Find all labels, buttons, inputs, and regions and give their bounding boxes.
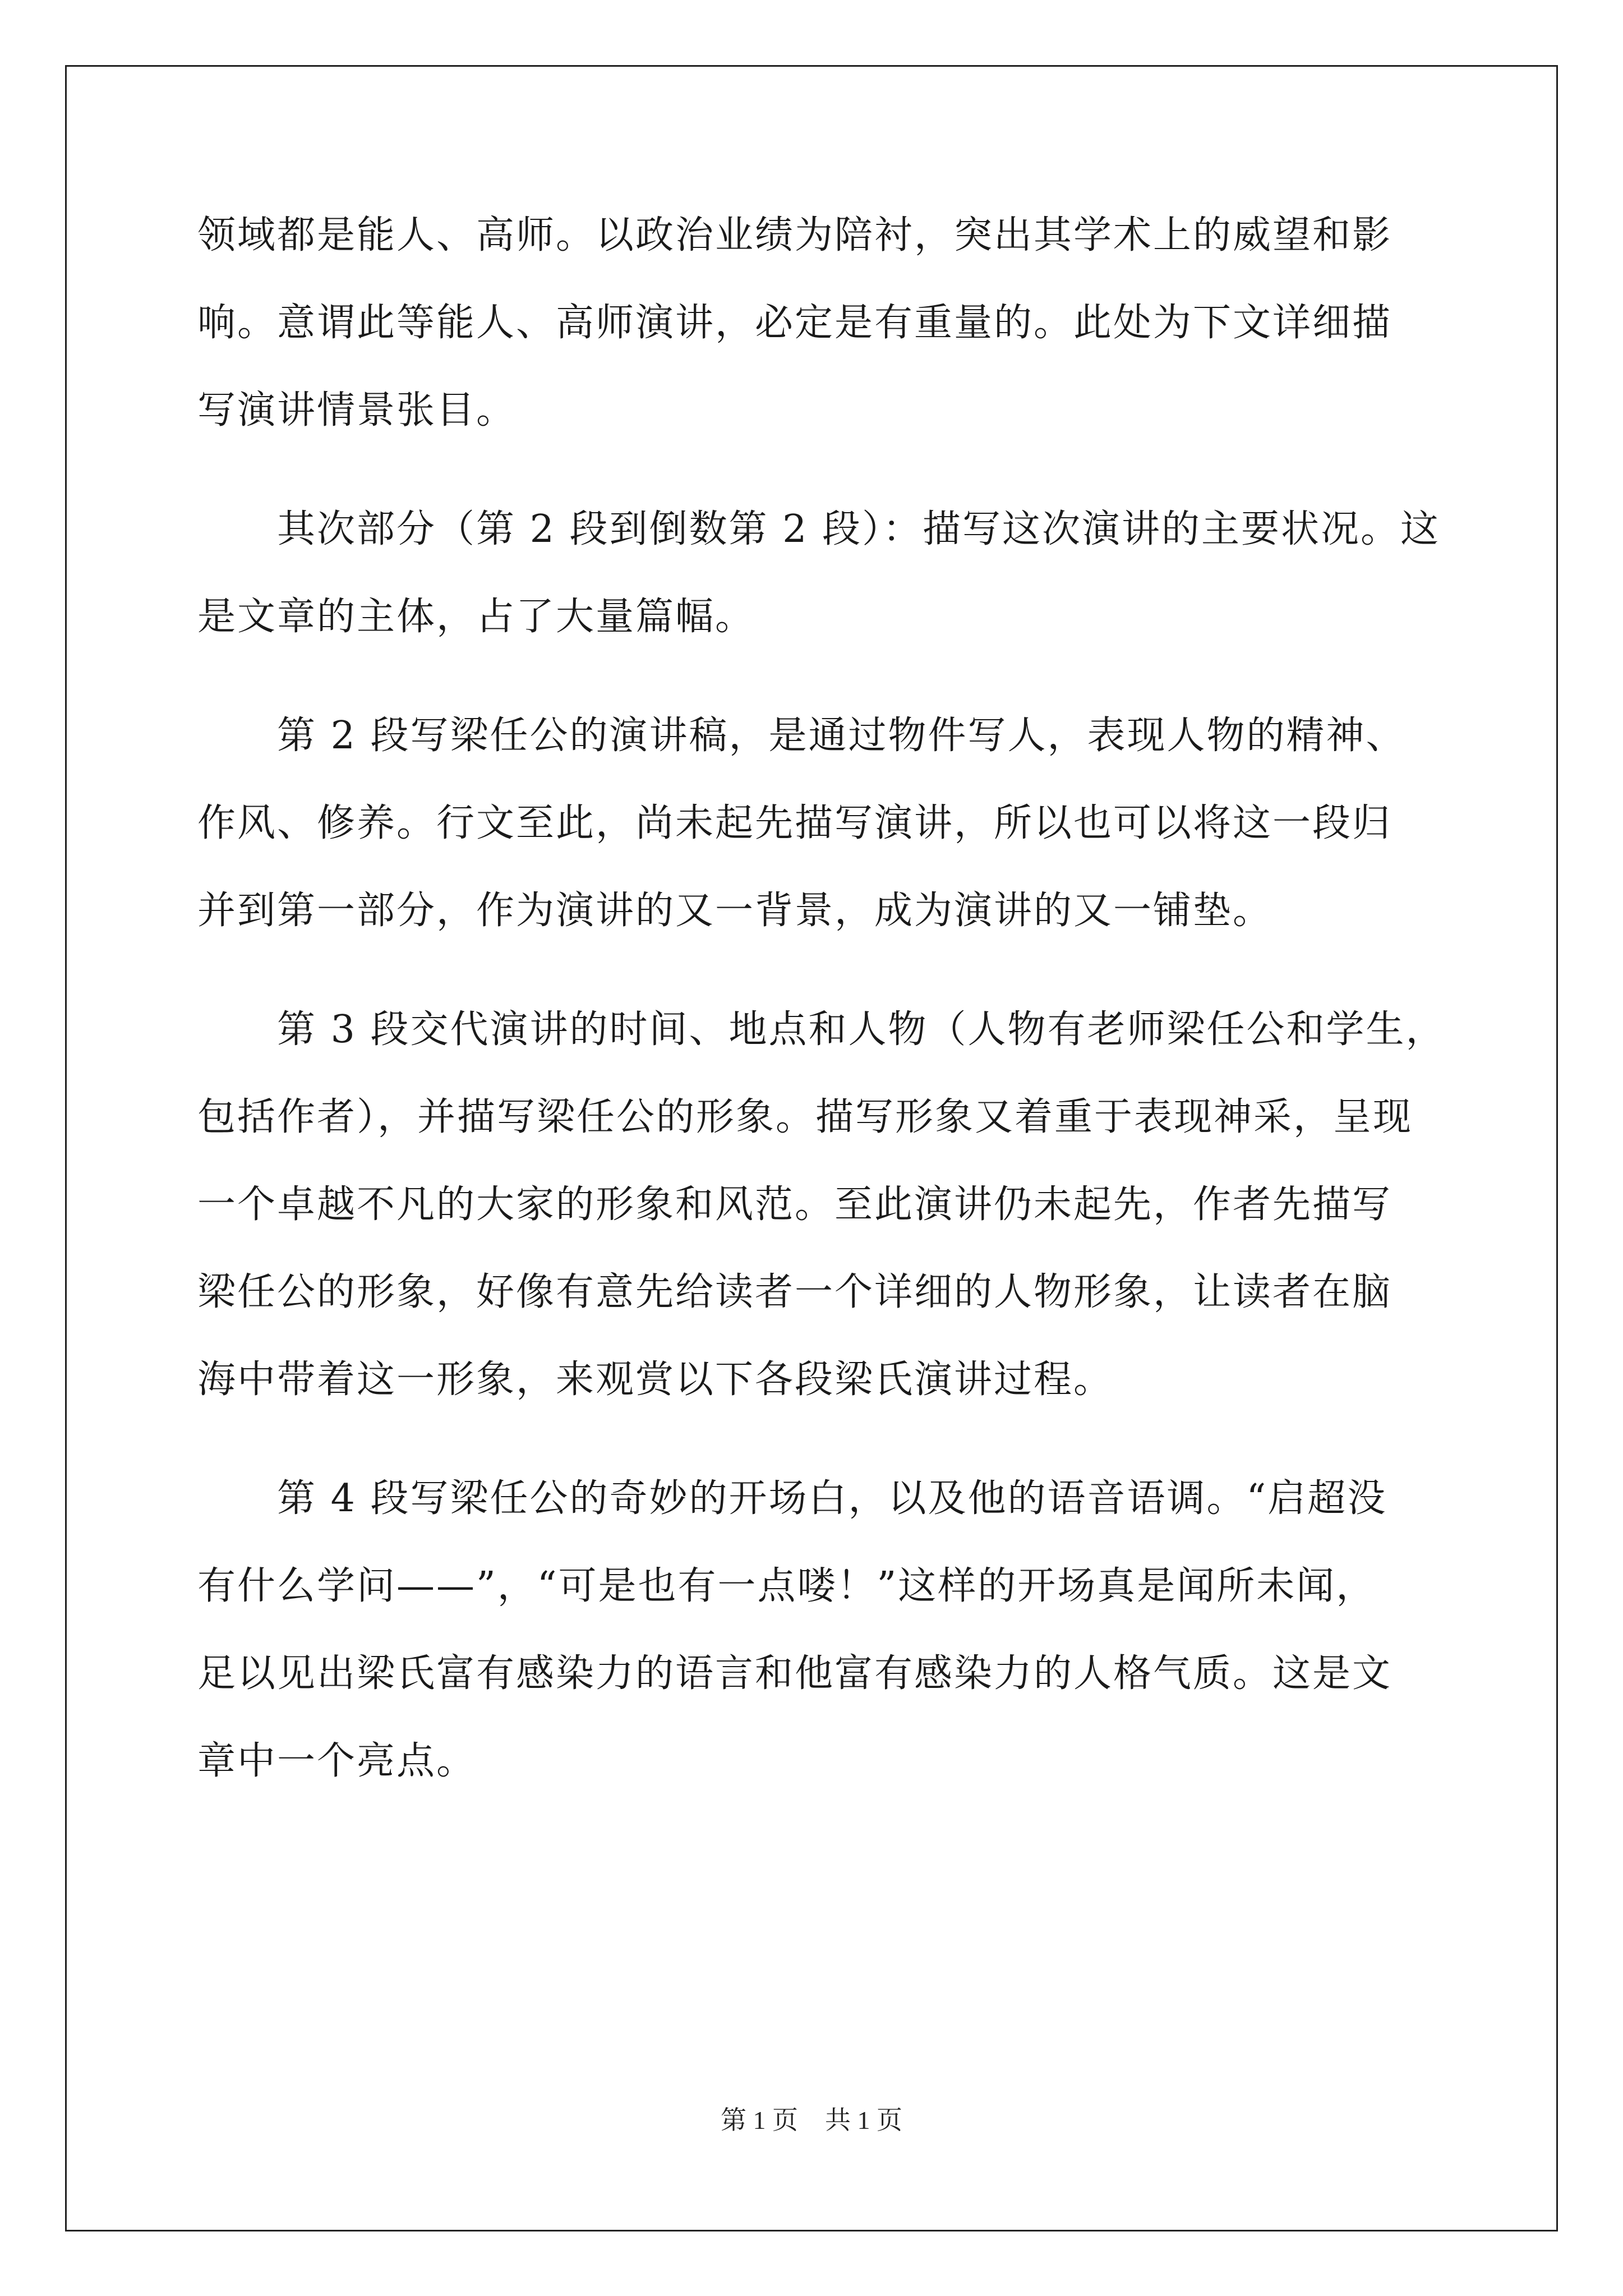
text-line: 作风、修养。行文至此，尚未起先描写演讲，所以也可以将这一段归 [197,801,1393,845]
page-number: 第 1 页 [721,2106,798,2134]
page-footer [0,2105,1623,2136]
text-line: 写演讲情景张目。 [197,388,517,432]
text-line: 章中一个亮点。 [197,1739,477,1783]
text-line: 领域都是能人、高师。以政治业绩为陪衬，突出其学术上的威望和影 [197,213,1393,257]
text-line: 第 3 段交代演讲的时间、地点和人物（人物有老师梁任公和学生， [197,1007,1446,1052]
page-total: 共 1 页 [825,2106,902,2134]
text-line: 并到第一部分，作为演讲的又一背景，成为演讲的又一铺垫。 [197,889,1273,933]
text-line: 响。意谓此等能人、高师演讲，必定是有重量的。此处为下文详细描 [197,301,1393,345]
text-line: 包括作者），并描写梁任公的形象。描写形象又着重于表现神采，呈现 [197,1095,1413,1139]
text-line: 是文章的主体，占了大量篇幅。 [197,595,755,639]
text-line: 有什么学问——”，“可是也有一点喽！”这样的开场真是闻所未闻， [197,1564,1376,1608]
text-line: 一个卓越不凡的大家的形象和风范。至此演讲仍未起先，作者先描写 [197,1182,1393,1227]
text-line: 海中带着这一形象，来观赏以下各段梁氏演讲过程。 [197,1358,1114,1402]
text-line: 第 2 段写梁任公的演讲稿，是通过物件写人，表现人物的精神、 [197,714,1406,758]
text-line: 第 4 段写梁任公的奇妙的开场白，以及他的语音语调。“启超没 [197,1476,1387,1521]
text-line: 其次部分（第 2 段到倒数第 2 段）：描写这次演讲的主要状况。这 [197,507,1440,551]
text-line: 足以见出梁氏富有感染力的语言和他富有感染力的人格气质。这是文 [197,1651,1393,1696]
text-line: 梁任公的形象，好像有意先给读者一个详细的人物形象，让读者在脑 [197,1270,1393,1314]
